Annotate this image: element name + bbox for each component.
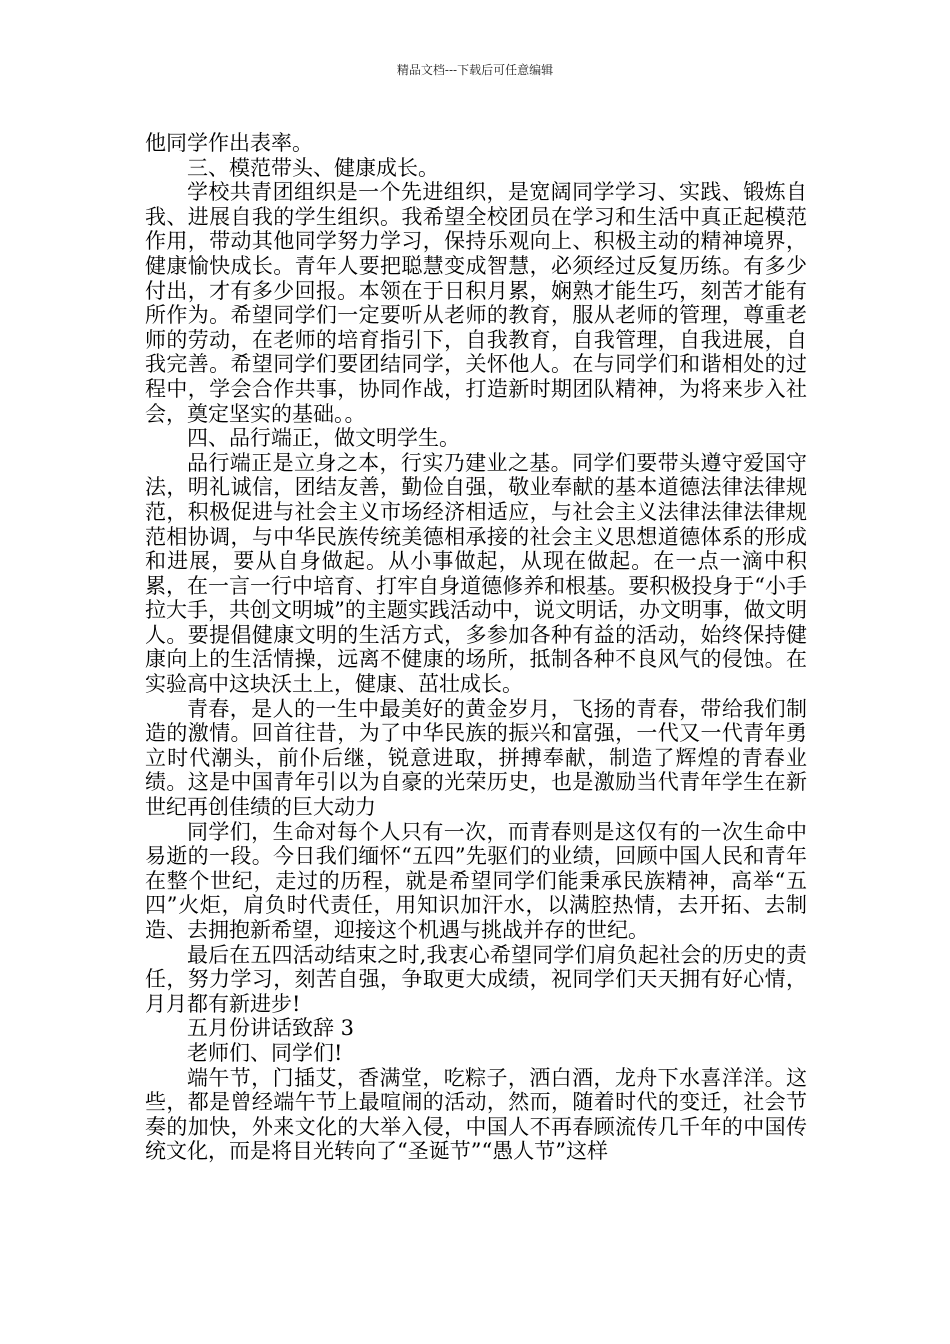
section-heading-four: 四、品行端正，做文明学生。 [187, 426, 460, 451]
document-body [145, 131, 807, 1164]
section-heading-three: 三、模范带头、健康成长。 [187, 155, 439, 180]
paragraph-dragon-boat: 端午节，门插艾，香满堂，吃粽子，洒白酒，龙舟下水喜洋洋。这些，都是曾经端午节上最喧闹的活动，然而，随着时代的变迁，社会节奏的加快，外来文化的大举入侵，中国人不再春顾流传几千年的中国传统文化，而是将目光转向了“圣诞节”“愚人节”这样 [145, 1065, 807, 1164]
paragraph-classmates: 同学们，生命对每个人只有一次，而青春则是这仅有的一次生命中易逝的一段。今日我们缅怀“五四”先驱们的业绩，回顾中国人民和青年在整个世纪，走过的历程，就是希望同学们能秉承民族精神，高举“五四”火炬，肩负时代责任，用知识加汗水，以满腔热情，去开拓、去制造、去拥抱新希望，迎接这个机遇与挑战并存的世纪。 [145, 819, 807, 942]
paragraph-conduct: 品行端正是立身之本，行实乃建业之基。同学们要带头遵守爱国守法，明礼诚信，团结友善，勤俭自强，敬业奉献的基本道德法律法律规范，积极促进与社会主义市场经济相适应，与社会主义法律法律法律规范相协调，与中华民族传统美德相承接的社会主义思想道德体系的形成和进展，要从自身做起。从小事做起，从现在做起。在一点一滴中积累，在一言一行中培育、打牢自身道德修养和根基。要积极投身于“小手拉大手，共创文明城”的主题实践活动中，说文明话，办文明事，做文明人。要提倡健康文明的生活方式，多参加各种有益的活动，始终保持健康向上的生活情操，远离不健康的场所，抵制各种不良风气的侵蚀。在实验高中这块沃土上，健康、茁壮成长。 [145, 450, 807, 697]
paragraph-youth: 青春，是人的一生中最美好的黄金岁月，飞扬的青春，带给我们制造的激情。回首往昔，为了中华民族的振兴和富强，一代又一代青年勇立时代潮头，前仆后继，锐意进取，拼搏奉献，制造了辉煌的青春业绩。这是中国青年引以为自豪的光荣历史，也是激励当代青年学生在新世纪再创佳绩的巨大动力 [145, 696, 807, 820]
paragraph-youth-league: 学校共青团组织是一个先进组织，是宽阔同学学习、实践、锻炼自我、进展自我的学生组织。我希望全校团员在学习和生活中真正起模范作用，带动其他同学努力学习，保持乐观向上、积极主动的精神境界，健康愉快成长。青年人要把聪慧变成智慧，必须经过反复历练。有多少付出，才有多少回报。本领在于日积月累，娴熟才能生巧，刻苦才能有所作为。希望同学们一定要听从老师的教育，服从老师的管理，尊重老师的劳动，在老师的培育指引下，自我教育，自我管理，自我进展，自我完善。希望同学们要团结同学，关怀他人。在与同学们和谐相处的过程中，学会合作共事，协同作战，打造新时期团队精神，为将来步入社会，奠定坚实的基础。。 [145, 180, 807, 426]
speech-greeting: 老师们、同学们! [187, 1040, 343, 1065]
page-header: 精品文档---下载后可任意编辑 [396, 63, 554, 77]
paragraph-closing: 最后在五四活动结束之时,我衷心希望同学们肩负起社会的历史的责任，努力学习，刻苦自强，争取更大成绩，祝同学们天天拥有好心情，月月都有新进步! [145, 942, 807, 1016]
paragraph-continuation: 他同学作出表率。 [145, 131, 313, 155]
speech-title: 五月份讲话致辞 3 [187, 1016, 355, 1041]
